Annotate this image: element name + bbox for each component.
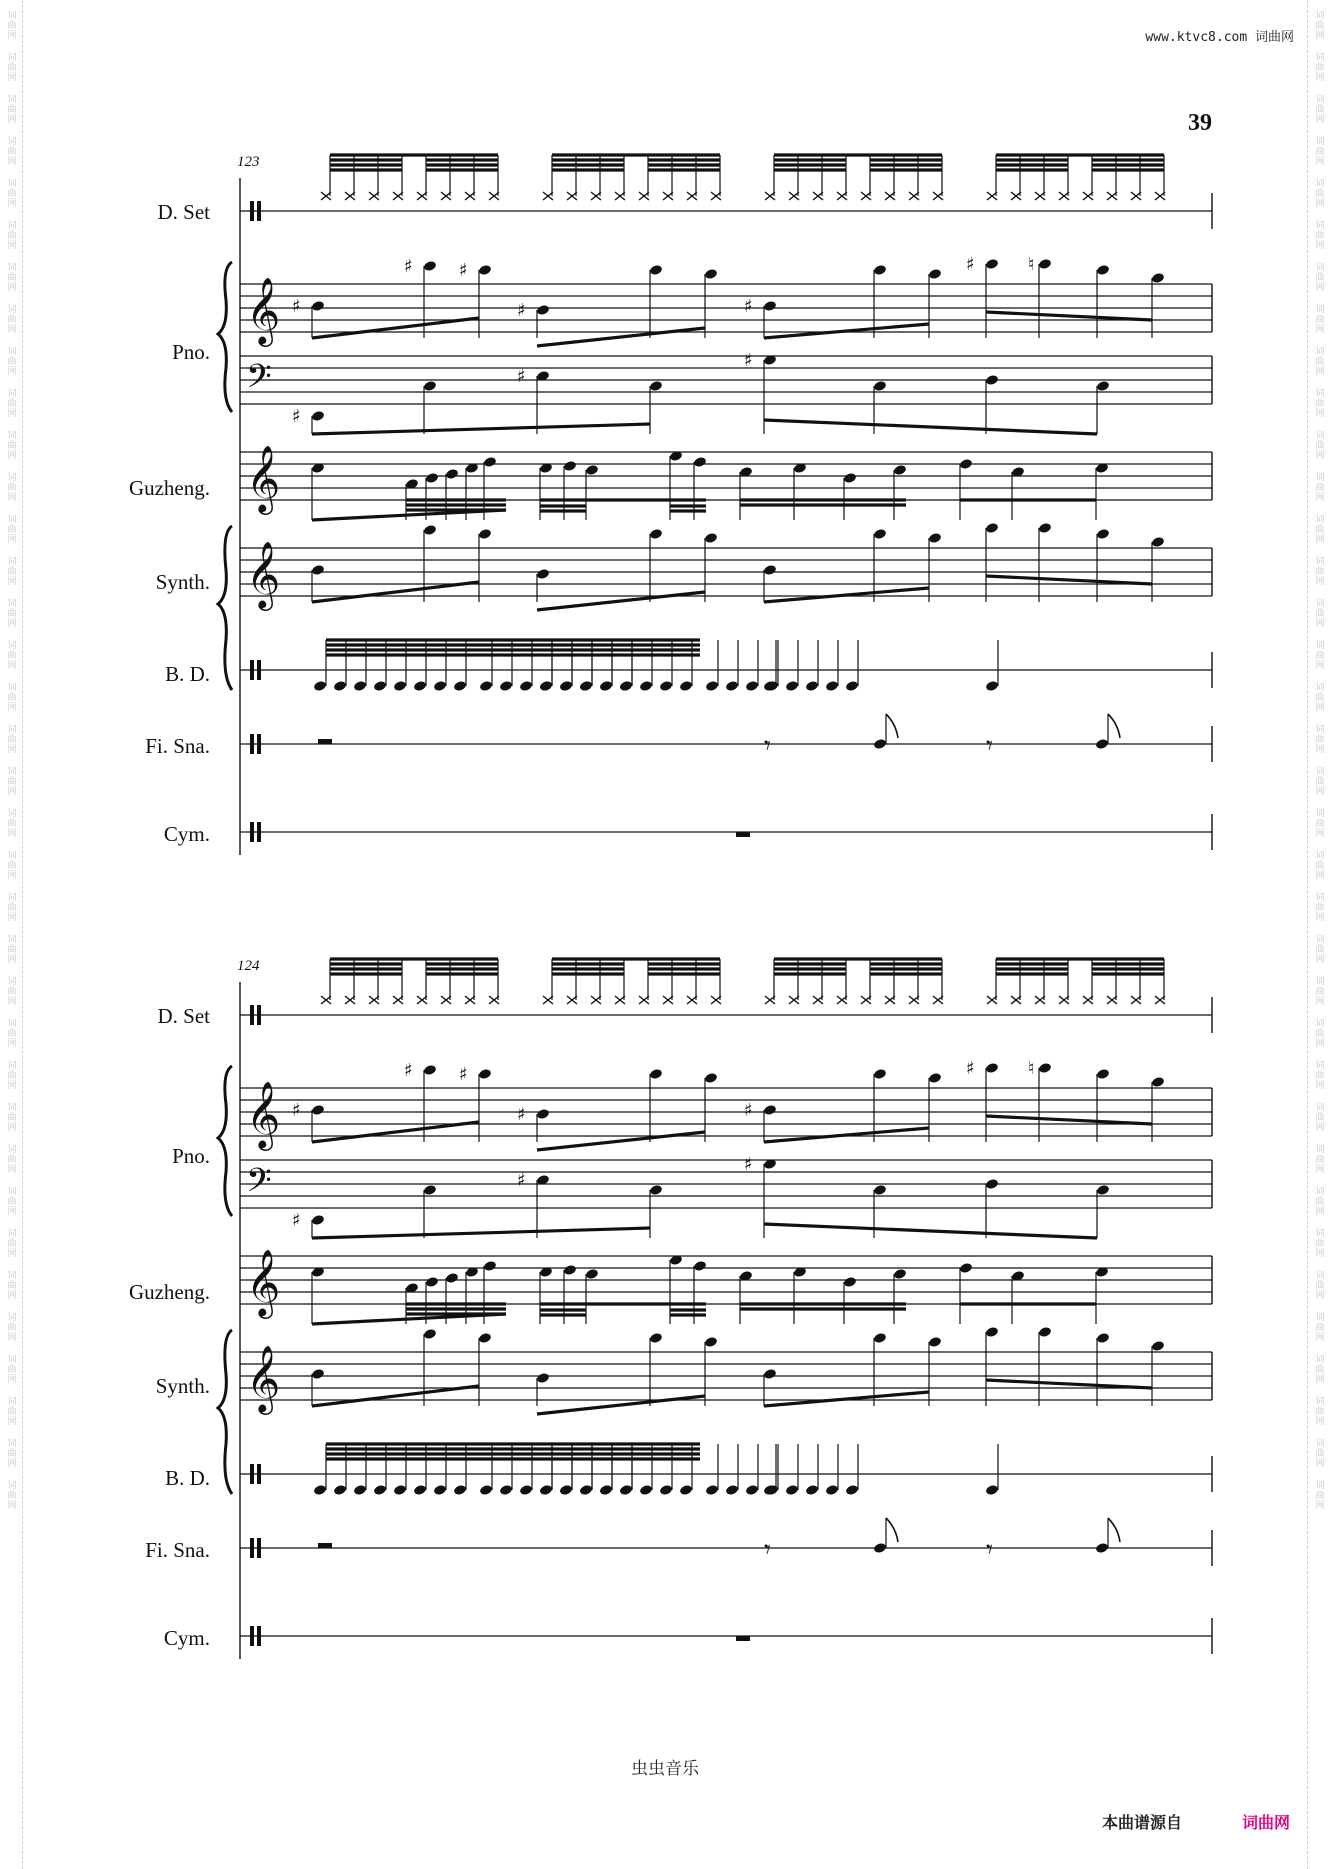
notehead bbox=[353, 1484, 367, 1496]
notehead bbox=[763, 1368, 777, 1380]
watermark-mark: 词曲网 bbox=[1313, 1354, 1324, 1384]
brace-icon bbox=[218, 1330, 232, 1494]
sharp-icon: ♯ bbox=[744, 1154, 753, 1175]
notehead bbox=[579, 1484, 593, 1496]
sharp-icon: ♯ bbox=[517, 300, 526, 321]
watermark-mark: 词曲网 bbox=[1313, 724, 1324, 754]
instrument-label-drum-set: D. Set bbox=[157, 200, 210, 224]
watermark-mark: 词曲网 bbox=[1313, 388, 1324, 418]
notehead bbox=[985, 258, 999, 270]
watermark-mark: 词曲网 bbox=[5, 1228, 16, 1258]
eighth-rest-icon: 𝄾 bbox=[764, 731, 771, 761]
brace-icon bbox=[218, 1066, 232, 1216]
beam bbox=[312, 1386, 479, 1406]
watermark-mark: 词曲网 bbox=[5, 766, 16, 796]
page-number: 39 bbox=[1188, 110, 1212, 136]
watermark-mark: 词曲网 bbox=[5, 304, 16, 334]
watermark-mark: 词曲网 bbox=[5, 1396, 16, 1426]
notehead bbox=[599, 1484, 613, 1496]
beam bbox=[312, 424, 650, 434]
notehead bbox=[423, 1328, 437, 1340]
notehead bbox=[333, 1484, 347, 1496]
beam bbox=[764, 1128, 929, 1142]
sharp-icon: ♯ bbox=[966, 1058, 975, 1079]
notehead bbox=[393, 1484, 407, 1496]
notehead bbox=[536, 1108, 550, 1120]
notehead bbox=[705, 680, 719, 692]
notehead bbox=[639, 1484, 653, 1496]
watermark-mark: 词曲网 bbox=[1313, 52, 1324, 82]
notehead bbox=[311, 300, 325, 312]
notehead bbox=[433, 680, 447, 692]
notehead bbox=[563, 1264, 577, 1276]
notehead bbox=[453, 680, 467, 692]
notehead bbox=[1095, 1542, 1109, 1554]
instrument-label-cymbal: Cym. bbox=[163, 1626, 210, 1650]
notehead bbox=[423, 1184, 437, 1196]
beam bbox=[986, 1380, 1152, 1388]
beam bbox=[764, 324, 929, 338]
notehead bbox=[825, 680, 839, 692]
notehead bbox=[845, 1484, 859, 1496]
notehead bbox=[985, 1178, 999, 1190]
watermark-mark: 词曲网 bbox=[1313, 1312, 1324, 1342]
watermark-mark: 词曲网 bbox=[1313, 1228, 1324, 1258]
notehead bbox=[928, 268, 942, 280]
notehead bbox=[825, 1484, 839, 1496]
notehead bbox=[763, 564, 777, 576]
notehead bbox=[843, 472, 857, 484]
notehead bbox=[725, 680, 739, 692]
sharp-icon: ♯ bbox=[404, 256, 413, 277]
header-site: www.ktvc8.com 词曲网 bbox=[1145, 30, 1294, 45]
watermark-mark: 词曲网 bbox=[1313, 1270, 1324, 1300]
notehead bbox=[353, 680, 367, 692]
footer-text: 虫虫音乐 bbox=[631, 1759, 699, 1779]
sharp-icon: ♯ bbox=[292, 406, 301, 427]
eighth-rest-icon: 𝄾 bbox=[986, 1535, 993, 1565]
notehead bbox=[873, 1184, 887, 1196]
watermark-mark: 词曲网 bbox=[1313, 10, 1324, 40]
instrument-label-guzheng: Guzheng. bbox=[128, 1280, 210, 1304]
sharp-icon: ♯ bbox=[292, 1100, 301, 1121]
natural-icon: ♮ bbox=[1028, 1058, 1035, 1079]
notehead bbox=[478, 264, 492, 276]
notehead bbox=[704, 1072, 718, 1084]
notehead bbox=[873, 380, 887, 392]
instrument-label-piano: Pno. bbox=[172, 340, 210, 364]
notehead bbox=[873, 528, 887, 540]
watermark-mark: 词曲网 bbox=[5, 1438, 16, 1468]
notehead bbox=[333, 680, 347, 692]
notehead bbox=[313, 1484, 327, 1496]
watermark-mark: 词曲网 bbox=[1313, 346, 1324, 376]
notehead bbox=[1151, 1340, 1165, 1352]
half-rest-icon bbox=[318, 1543, 332, 1548]
notehead bbox=[559, 1484, 573, 1496]
notehead bbox=[313, 680, 327, 692]
notehead bbox=[693, 1260, 707, 1272]
notehead bbox=[1096, 1184, 1110, 1196]
notehead bbox=[805, 1484, 819, 1496]
measure-number: 123 bbox=[237, 154, 260, 170]
notehead bbox=[873, 1332, 887, 1344]
watermark-mark: 词曲网 bbox=[5, 934, 16, 964]
notehead bbox=[519, 1484, 533, 1496]
watermark-mark: 词曲网 bbox=[5, 640, 16, 670]
watermark-mark: 词曲网 bbox=[5, 1354, 16, 1384]
notehead bbox=[959, 1262, 973, 1274]
instrument-label-drum-set: D. Set bbox=[157, 1004, 210, 1028]
notehead bbox=[704, 268, 718, 280]
watermark-mark: 词曲网 bbox=[5, 1018, 16, 1048]
watermark-mark: 词曲网 bbox=[1313, 430, 1324, 460]
beam bbox=[537, 1132, 705, 1150]
note-flag bbox=[1108, 714, 1120, 738]
notehead bbox=[745, 680, 759, 692]
watermark-mark: 词曲网 bbox=[5, 262, 16, 292]
notehead bbox=[479, 1484, 493, 1496]
notehead bbox=[373, 680, 387, 692]
beam bbox=[986, 576, 1152, 584]
note-flag bbox=[886, 1518, 898, 1542]
notehead bbox=[311, 564, 325, 576]
watermark-mark: 词曲网 bbox=[1313, 808, 1324, 838]
notehead bbox=[959, 458, 973, 470]
notehead bbox=[704, 532, 718, 544]
notehead bbox=[679, 1484, 693, 1496]
notehead bbox=[649, 1068, 663, 1080]
watermark-mark: 词曲网 bbox=[5, 178, 16, 208]
watermark-mark: 词曲网 bbox=[1313, 1018, 1324, 1048]
notehead bbox=[873, 264, 887, 276]
watermark-mark: 词曲网 bbox=[1313, 976, 1324, 1006]
notehead bbox=[585, 1268, 599, 1280]
eighth-rest-icon: 𝄾 bbox=[764, 1535, 771, 1565]
instrument-label-field-snare: Fi. Sna. bbox=[145, 734, 210, 758]
notehead bbox=[928, 1072, 942, 1084]
watermark-mark: 词曲网 bbox=[5, 1480, 16, 1510]
beam bbox=[312, 1228, 650, 1238]
notehead bbox=[1096, 380, 1110, 392]
watermark-mark: 词曲网 bbox=[5, 892, 16, 922]
notehead bbox=[425, 1276, 439, 1288]
notehead bbox=[873, 1068, 887, 1080]
notehead bbox=[585, 464, 599, 476]
watermark-mark: 词曲网 bbox=[5, 1186, 16, 1216]
natural-icon: ♮ bbox=[1028, 254, 1035, 275]
instrument-label-synth: Synth. bbox=[155, 1374, 210, 1398]
notehead bbox=[311, 1214, 325, 1226]
notehead bbox=[478, 1332, 492, 1344]
treble-clef-icon: 𝄞 bbox=[246, 1344, 281, 1412]
score-notation bbox=[0, 804, 1330, 1704]
notehead bbox=[1096, 1332, 1110, 1344]
treble-clef-icon: 𝄞 bbox=[246, 276, 281, 344]
sharp-icon: ♯ bbox=[517, 1170, 526, 1191]
watermark-mark: 词曲网 bbox=[1313, 934, 1324, 964]
beam bbox=[764, 588, 929, 602]
watermark-mark: 词曲网 bbox=[5, 1102, 16, 1132]
watermark-mark: 词曲网 bbox=[1313, 220, 1324, 250]
notehead bbox=[649, 264, 663, 276]
watermark-mark: 词曲网 bbox=[5, 724, 16, 754]
notehead bbox=[1038, 1062, 1052, 1074]
notehead bbox=[1151, 1076, 1165, 1088]
notehead bbox=[619, 680, 633, 692]
notehead bbox=[479, 680, 493, 692]
watermark-mark: 词曲网 bbox=[1313, 1144, 1324, 1174]
watermark-mark: 词曲网 bbox=[5, 136, 16, 166]
beam bbox=[312, 1122, 479, 1142]
notehead bbox=[563, 460, 577, 472]
sharp-icon: ♯ bbox=[459, 1064, 468, 1085]
notehead bbox=[845, 680, 859, 692]
whole-rest-icon bbox=[736, 1636, 750, 1641]
treble-clef-icon: 𝄞 bbox=[246, 1248, 281, 1316]
watermark-mark: 词曲网 bbox=[1313, 682, 1324, 712]
watermark-mark: 词曲网 bbox=[5, 10, 16, 40]
treble-clef-icon: 𝄞 bbox=[246, 1080, 281, 1148]
notehead bbox=[649, 1332, 663, 1344]
watermark-mark: 词曲网 bbox=[5, 52, 16, 82]
notehead bbox=[649, 528, 663, 540]
sharp-icon: ♯ bbox=[744, 296, 753, 317]
notehead bbox=[539, 1484, 553, 1496]
watermark-mark: 词曲网 bbox=[5, 346, 16, 376]
notehead bbox=[423, 1064, 437, 1076]
notehead bbox=[785, 1484, 799, 1496]
notehead bbox=[519, 680, 533, 692]
notehead bbox=[453, 1484, 467, 1496]
watermark-mark: 词曲网 bbox=[1313, 514, 1324, 544]
notehead bbox=[445, 468, 459, 480]
notehead bbox=[445, 1272, 459, 1284]
watermark-mark: 词曲网 bbox=[1313, 1060, 1324, 1090]
instrument-label-cymbal: Cym. bbox=[163, 822, 210, 846]
watermark-mark: 词曲网 bbox=[1313, 892, 1324, 922]
footer-source-label: 本曲谱源自 bbox=[1101, 1813, 1182, 1832]
watermark-mark: 词曲网 bbox=[5, 430, 16, 460]
watermark-mark: 词曲网 bbox=[5, 808, 16, 838]
notehead bbox=[985, 1484, 999, 1496]
notehead bbox=[579, 680, 593, 692]
instrument-label-synth: Synth. bbox=[155, 570, 210, 594]
notehead bbox=[311, 1104, 325, 1116]
notehead bbox=[413, 680, 427, 692]
notehead bbox=[893, 464, 907, 476]
notehead bbox=[1038, 1326, 1052, 1338]
watermark-mark: 词曲网 bbox=[5, 220, 16, 250]
beam bbox=[764, 1224, 1097, 1238]
watermark-mark: 词曲网 bbox=[1313, 1396, 1324, 1426]
sharp-icon: ♯ bbox=[517, 1104, 526, 1125]
notehead bbox=[536, 304, 550, 316]
notehead bbox=[873, 738, 887, 750]
watermark-mark: 词曲网 bbox=[1313, 304, 1324, 334]
notehead bbox=[985, 1326, 999, 1338]
notehead bbox=[483, 1260, 497, 1272]
watermark-mark: 词曲网 bbox=[5, 1270, 16, 1300]
notehead bbox=[659, 680, 673, 692]
notehead bbox=[928, 532, 942, 544]
notehead bbox=[985, 680, 999, 692]
instrument-label-bass-drum: B. D. bbox=[165, 662, 210, 686]
notehead bbox=[1038, 258, 1052, 270]
notehead bbox=[433, 1484, 447, 1496]
bass-clef-icon: 𝄢 bbox=[246, 358, 272, 404]
notehead bbox=[873, 1542, 887, 1554]
notehead bbox=[425, 472, 439, 484]
notehead bbox=[536, 1372, 550, 1384]
notehead bbox=[1151, 536, 1165, 548]
note-flag bbox=[1108, 1518, 1120, 1542]
notehead bbox=[499, 680, 513, 692]
notehead bbox=[311, 410, 325, 422]
notehead bbox=[985, 522, 999, 534]
instrument-label-guzheng: Guzheng. bbox=[128, 476, 210, 500]
beam bbox=[537, 592, 705, 610]
notehead bbox=[483, 456, 497, 468]
notehead bbox=[745, 1484, 759, 1496]
watermark-mark: 词曲网 bbox=[5, 514, 16, 544]
notehead bbox=[985, 374, 999, 386]
notehead bbox=[1096, 528, 1110, 540]
notehead bbox=[413, 1484, 427, 1496]
notehead bbox=[1096, 1068, 1110, 1080]
notehead bbox=[763, 300, 777, 312]
sharp-icon: ♯ bbox=[966, 254, 975, 275]
notehead bbox=[805, 680, 819, 692]
watermark-mark: 词曲网 bbox=[1313, 178, 1324, 208]
sharp-icon: ♯ bbox=[744, 350, 753, 371]
score-notation bbox=[0, 0, 1330, 900]
notehead bbox=[619, 1484, 633, 1496]
watermark-mark: 词曲网 bbox=[1313, 1186, 1324, 1216]
measure-number: 124 bbox=[237, 958, 260, 974]
watermark-mark: 词曲网 bbox=[1313, 598, 1324, 628]
notehead bbox=[1096, 264, 1110, 276]
sharp-icon: ♯ bbox=[459, 260, 468, 281]
brace-icon bbox=[218, 262, 232, 412]
watermark-mark: 词曲网 bbox=[1313, 94, 1324, 124]
watermark-mark: 词曲网 bbox=[1313, 262, 1324, 292]
notehead bbox=[659, 1484, 673, 1496]
notehead bbox=[843, 1276, 857, 1288]
notehead bbox=[679, 680, 693, 692]
watermark-mark: 词曲网 bbox=[5, 94, 16, 124]
beam bbox=[312, 318, 479, 338]
notehead bbox=[1038, 522, 1052, 534]
note-flag bbox=[886, 714, 898, 738]
notehead bbox=[725, 1484, 739, 1496]
beam bbox=[986, 312, 1152, 320]
watermark-mark: 词曲网 bbox=[5, 1144, 16, 1174]
notehead bbox=[311, 1368, 325, 1380]
instrument-label-bass-drum: B. D. bbox=[165, 1466, 210, 1490]
notehead bbox=[539, 680, 553, 692]
beam bbox=[537, 328, 705, 346]
watermark-mark: 词曲网 bbox=[5, 976, 16, 1006]
watermark-mark: 词曲网 bbox=[1313, 1102, 1324, 1132]
notehead bbox=[1151, 272, 1165, 284]
notehead bbox=[499, 1484, 513, 1496]
footer-brand: 词曲网 bbox=[1241, 1813, 1290, 1832]
notehead bbox=[693, 456, 707, 468]
notehead bbox=[393, 680, 407, 692]
treble-clef-icon: 𝄞 bbox=[246, 444, 281, 512]
notehead bbox=[536, 568, 550, 580]
beam bbox=[986, 1116, 1152, 1124]
instrument-label-field-snare: Fi. Sna. bbox=[145, 1538, 210, 1562]
notehead bbox=[763, 1104, 777, 1116]
notehead bbox=[705, 1484, 719, 1496]
notehead bbox=[639, 680, 653, 692]
watermark-mark: 词曲网 bbox=[5, 472, 16, 502]
watermark-mark: 词曲网 bbox=[1313, 766, 1324, 796]
brace-icon bbox=[218, 526, 232, 690]
notehead bbox=[599, 680, 613, 692]
notehead bbox=[423, 260, 437, 272]
notehead bbox=[785, 680, 799, 692]
watermark-mark: 词曲网 bbox=[5, 1312, 16, 1342]
watermark-mark: 词曲网 bbox=[5, 850, 16, 880]
sharp-icon: ♯ bbox=[404, 1060, 413, 1081]
beam bbox=[764, 420, 1097, 434]
watermark-mark: 词曲网 bbox=[5, 1060, 16, 1090]
sharp-icon: ♯ bbox=[292, 1210, 301, 1231]
beam bbox=[537, 1396, 705, 1414]
sharp-icon: ♯ bbox=[292, 296, 301, 317]
watermark-mark: 词曲网 bbox=[5, 388, 16, 418]
watermark-mark: 词曲网 bbox=[1313, 850, 1324, 880]
half-rest-icon bbox=[318, 739, 332, 744]
watermark-mark: 词曲网 bbox=[1313, 556, 1324, 586]
watermark-mark: 词曲网 bbox=[1313, 1480, 1324, 1510]
notehead bbox=[373, 1484, 387, 1496]
sharp-icon: ♯ bbox=[744, 1100, 753, 1121]
instrument-label-piano: Pno. bbox=[172, 1144, 210, 1168]
watermark-mark: 词曲网 bbox=[1313, 1438, 1324, 1468]
beam bbox=[312, 582, 479, 602]
notehead bbox=[478, 1068, 492, 1080]
watermark-mark: 词曲网 bbox=[1313, 472, 1324, 502]
notehead bbox=[1095, 738, 1109, 750]
beam bbox=[764, 1392, 929, 1406]
watermark-mark: 词曲网 bbox=[5, 598, 16, 628]
notehead bbox=[478, 528, 492, 540]
notehead bbox=[423, 380, 437, 392]
watermark-mark: 词曲网 bbox=[5, 556, 16, 586]
notehead bbox=[704, 1336, 718, 1348]
notehead bbox=[928, 1336, 942, 1348]
notehead bbox=[649, 1184, 663, 1196]
bass-clef-icon: 𝄢 bbox=[246, 1162, 272, 1208]
watermark-mark: 词曲网 bbox=[1313, 640, 1324, 670]
notehead bbox=[423, 524, 437, 536]
notehead bbox=[649, 380, 663, 392]
treble-clef-icon: 𝄞 bbox=[246, 540, 281, 608]
sharp-icon: ♯ bbox=[517, 366, 526, 387]
notehead bbox=[559, 680, 573, 692]
watermark-mark: 词曲网 bbox=[5, 682, 16, 712]
notehead bbox=[893, 1268, 907, 1280]
notehead bbox=[985, 1062, 999, 1074]
watermark-mark: 词曲网 bbox=[1313, 136, 1324, 166]
eighth-rest-icon: 𝄾 bbox=[986, 731, 993, 761]
